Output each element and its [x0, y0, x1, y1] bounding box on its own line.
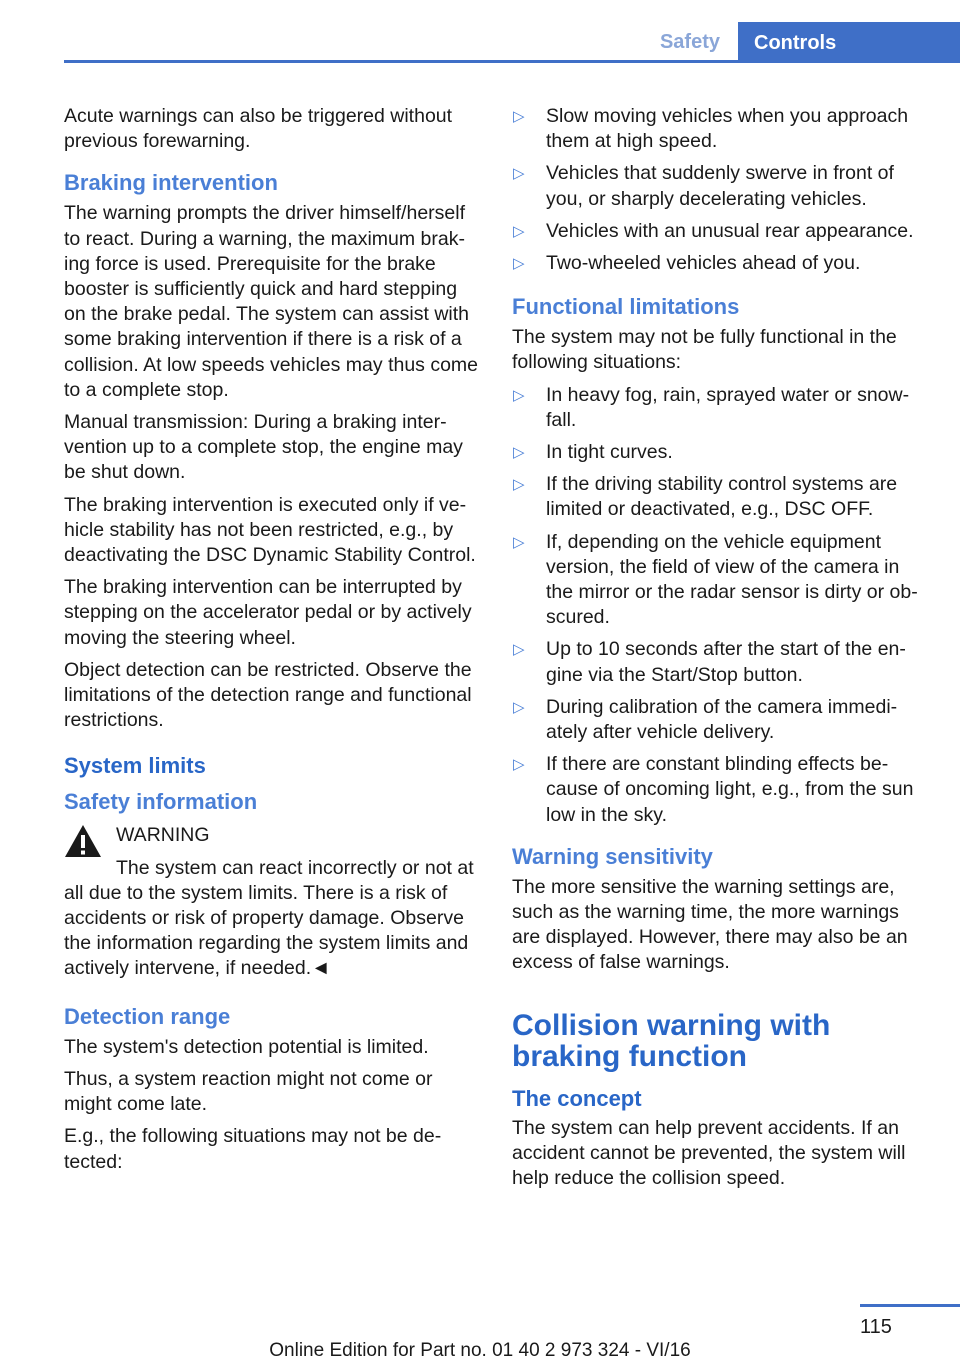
bullet-triangle-icon: ▷: [513, 698, 525, 716]
braking-paragraph-5: Object detection can be restricted. Observe the limitations of the detection range and functional restrictions.: [64, 658, 472, 732]
page-number: 115: [860, 1316, 892, 1338]
braking-paragraph-2: Manual transmission: During a braking intervention up to a complete stop, the engine may be shut down.: [64, 411, 463, 484]
left-column: [64, 104, 480, 1182]
header-tab-controls: Controls: [738, 22, 960, 62]
list-item: ▷ Up to 10 seconds after the start of the engine via the Start/Stop button.: [513, 638, 906, 686]
heading-the-concept: The concept: [512, 1085, 642, 1111]
heading-warning-sensitivity: Warning sensitivity: [512, 843, 713, 869]
detection-paragraph-2: Thus, a system reaction might not come or might come late.: [64, 1067, 433, 1116]
list-item: ▷ In tight curves.: [512, 440, 928, 465]
heading-functional-limitations: Functional limitations: [512, 294, 740, 320]
bullet-triangle-icon: ▷: [513, 756, 525, 774]
detection-paragraph-1: The system's detection potential is limited.: [64, 1035, 429, 1058]
heading-system-limits: System limits: [64, 753, 206, 779]
bullet-triangle-icon: ▷: [513, 641, 525, 659]
warning-triangle-icon: [64, 823, 102, 859]
page-header: [0, 0, 960, 64]
concept-paragraph: The system can help prevent accidents. If an accident cannot be prevented, the system will help reduce the collision speed.: [512, 1116, 906, 1190]
heading-detection-range: Detection range: [64, 1003, 231, 1029]
footer-rule: [860, 1304, 960, 1307]
bullet-triangle-icon: ▷: [513, 108, 525, 125]
heading-safety-information: Safety information: [64, 789, 258, 815]
list-item: ▷ If the driving stability control systems are limited or deactivated, e.g., DSC OFF.: [513, 473, 898, 521]
list-item: ▷ If, depending on the vehicle equipment version, the field of view of the camera in the mirror or the radar sensor is dirty or obscured.: [513, 530, 918, 629]
bullet-triangle-icon: ▷: [513, 386, 525, 404]
list-item: ▷ Vehicles with an unusual rear appearance.: [512, 219, 928, 244]
braking-paragraph-1: The warning prompts the driver himself/herself to react. During a warning, the maximum braking force is used. Prerequisite for the brake booster is sufficiently quick and hard stepping on the brake pedal. The system can assist with some braking intervention if there is a risk of a collision. At low speeds vehicles may thus come to a complete stop.: [64, 202, 479, 401]
sensitivity-paragraph: The more sensitive the warning settings are, such as the warning time, the more warnings are displayed. However, there may also be an excess of false warnings.: [512, 875, 908, 974]
list-item: ▷ During calibration of the camera immediately after vehicle delivery.: [513, 695, 898, 744]
warning-title: WARNING: [116, 824, 210, 847]
intro-paragraph: Acute warnings can also be triggered without previous forewarning.: [64, 105, 453, 153]
bullet-triangle-icon: ▷: [513, 222, 525, 240]
bullet-triangle-icon: ▷: [513, 165, 525, 183]
bullet-triangle-icon: ▷: [513, 476, 525, 494]
braking-paragraph-3: The braking intervention is executed only if vehicle stability has not been restricted, e.g., by deactivating the DSC Dynamic Stability Control.: [64, 493, 476, 567]
functional-paragraph: The system may not be fully functional in the following situations:: [512, 326, 897, 374]
warning-box: [64, 823, 480, 981]
functional-list: [512, 383, 928, 828]
bullet-triangle-icon: ▷: [513, 255, 525, 273]
bullet-triangle-icon: ▷: [513, 444, 525, 462]
bullet-triangle-icon: ▷: [513, 533, 525, 551]
warning-body: The system can react incorrectly or not at all due to the system limits. There is a risk of accidents or risk of property damage. Observe the information regarding the system limits and actively intervene, if needed.◄: [64, 856, 474, 980]
header-tab-safety: Safety: [659, 31, 720, 53]
edition-footer: Online Edition for Part no. 01 40 2 973 324 - VI/16: [269, 1340, 691, 1361]
header-rule: [64, 60, 960, 63]
list-item: ▷ If there are constant blinding effects because of oncoming light, e.g., from the sun low in the sky.: [513, 753, 914, 826]
list-item: ▷ In heavy fog, rain, sprayed water or snowfall.: [513, 383, 910, 431]
list-item: ▷ Vehicles that suddenly swerve in front of you, or sharply decelerating vehicles.: [513, 162, 894, 210]
detection-paragraph-3: E.g., the following situations may not be detected:: [64, 1125, 442, 1173]
list-item: ▷ Slow moving vehicles when you approach them at high speed.: [513, 105, 909, 153]
heading-braking-intervention: Braking intervention: [64, 170, 278, 196]
heading-collision-warning: Collision warning with braking function: [512, 1008, 831, 1073]
list-item: ▷ Two-wheeled vehicles ahead of you.: [512, 251, 928, 276]
right-column: [512, 104, 928, 1198]
braking-paragraph-4: The braking intervention can be interrupted by stepping on the accelerator pedal or by actively moving the steering wheel.: [64, 576, 472, 649]
detection-list: [512, 104, 928, 276]
